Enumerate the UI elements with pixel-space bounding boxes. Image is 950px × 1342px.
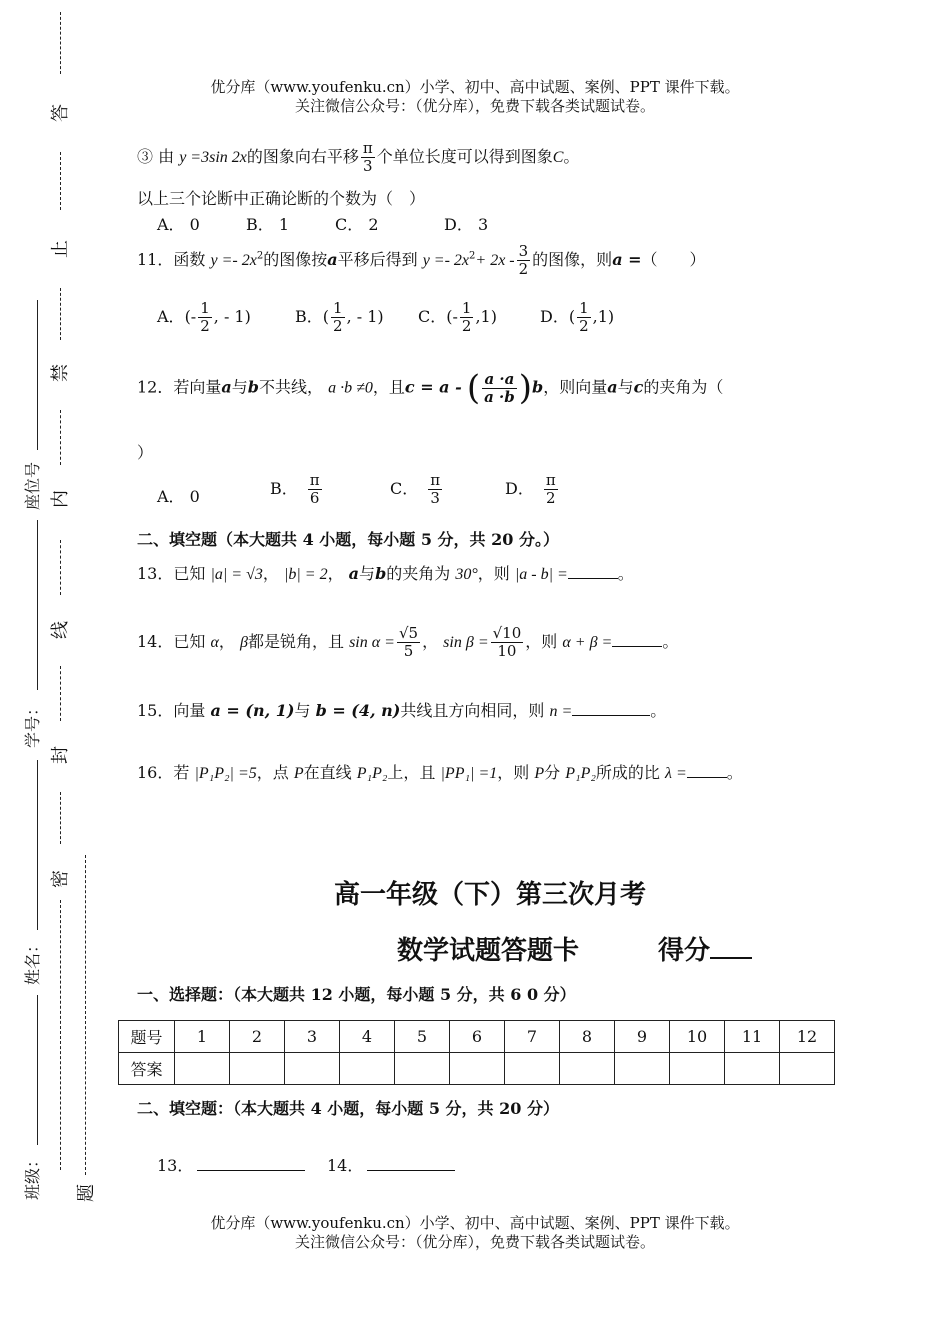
question-number: 4 [340,1021,395,1053]
question-number: 3 [285,1021,340,1053]
q11-option-b: B．( $\frac{1}{2}$ , - 1) [295,299,384,335]
card-title: 高一年级（下）第三次月考 [333,880,646,910]
binding-dash [60,666,61,721]
card-subtitle: 数学试题答题卡 [397,936,580,966]
table-row [119,1021,835,1053]
table-header-cell: 题号 [119,1021,175,1053]
answer-cell[interactable] [450,1053,505,1085]
question-number: 11 [725,1021,780,1053]
q16: 16．若 |P₁P₂| =5，点 P在直线 P₁P₂上，且 |PP₁| =1，则 P分 P₁P₂所成的比 λ = 。 [137,763,743,782]
binding-dash [60,900,61,1170]
q12-close: ） [137,443,154,462]
answer-cell[interactable] [285,1053,340,1085]
class-label: 班级： [23,1151,42,1200]
card-score: 得分 [658,930,752,967]
q12-option-b: B． $\frac{\pi}{6}$ [270,471,320,507]
binding-dash [60,288,61,340]
answer-table [118,1020,835,1085]
header-line-2: 关注微信公众号：（优分库），免费下载各类试题试卷。 [294,97,655,115]
answer-cell[interactable] [340,1053,395,1085]
q12-stem: 12．若向量a与b不共线， a ·b ≠0，且c = a - ( $\frac{a \cdot a}{a \cdot b}$ )b，则向量a与c的夹角为（ [137,368,724,408]
q10-option-c: C． 2 [335,215,379,234]
q12-option-d: D． $\frac{\pi}{2}$ [505,471,556,507]
answer-cell[interactable] [725,1053,780,1085]
answer-cell[interactable] [780,1053,835,1085]
student-no-label: 学号： [23,699,42,748]
footer-line-2: 关注微信公众号：（优分库），免费下载各类试题试卷。 [294,1233,655,1251]
binding-char: 密 [50,870,71,888]
q10-option-a: A． 0 [157,215,200,234]
q10-stem: 以上三个论断中正确论断的个数为（ ） [137,189,426,208]
answer-cell[interactable] [505,1053,560,1085]
footer-line-1: 优分库（www.youfenku.cn）小学、初中、高中试题、案例、PPT 课件下载。 [210,1214,740,1232]
question-number: 10 [670,1021,725,1053]
question-number: 7 [505,1021,560,1053]
section-2-heading: 二、填空题（本大题共 4 小题，每小题 5 分，共 20 分。） [137,530,559,549]
table-header-cell: 答案 [119,1053,175,1085]
card-q13-answer[interactable]: 13． [157,1153,305,1176]
question-number: 1 [175,1021,230,1053]
binding-dash [60,540,61,595]
card-section-1: 一、选择题：（本大题共 12 小题，每小题 5 分，共 6 0 分） [137,985,576,1004]
binding-char: 止 [50,240,71,258]
binding-char: 答 [50,104,71,122]
answer-cell[interactable] [670,1053,725,1085]
name-label: 姓名： [23,936,42,985]
q15: 15．向量 a = (n, 1)与 b = (4, n)共线且方向相同，则 n = 。 [137,701,667,720]
binding-dash [60,410,61,465]
question-number: 8 [560,1021,615,1053]
card-section-2: 二、填空题：（本大题共 4 小题，每小题 5 分，共 20 分） [137,1099,559,1118]
binding-char: 题 [76,1184,97,1202]
answer-cell[interactable] [175,1053,230,1085]
header-line-1: 优分库（www.youfenku.cn）小学、初中、高中试题、案例、PPT 课件下载。 [210,78,740,96]
q11-stem: 11．函数 $y =- 2x^2$的图像按a平移后得到 $y =- 2x^2+ 2x$ - $\frac{3}{2}$ 的图像，则a =（ ） [137,242,706,278]
q11-option-a: A．(- $\frac{1}{2}$ , - 1) [157,299,251,335]
binding-char: 内 [50,490,71,508]
q10-option-d: D． 3 [444,215,489,234]
seat-label: 座位号 [23,461,42,510]
answer-cell[interactable] [560,1053,615,1085]
student-no-line [37,520,38,690]
binding-dash [60,12,61,74]
class-line [37,995,38,1145]
question-number: 12 [780,1021,835,1053]
q13: 13．已知 |a| = √3， |b| = 2， a与b的夹角为 30°，则 |a - b| = 。 [137,564,634,583]
table-row [119,1053,835,1085]
binding-dash [60,152,61,210]
binding-char: 禁 [50,364,71,382]
answer-cell[interactable] [230,1053,285,1085]
q11-option-d: D．( $\frac{1}{2}$ ,1) [540,299,615,335]
question-number: 5 [395,1021,450,1053]
binding-char: 线 [50,621,71,639]
seat-line [37,300,38,450]
q12-option-c: C． $\frac{\pi}{3}$ [390,471,441,507]
question-number: 2 [230,1021,285,1053]
binding-char: 封 [50,746,71,764]
q10-item3: ③ 由 y =3sin 2x的图象向右平移 $\frac{\pi}{3}$ 个单位长度可以得到图象C。 [137,139,580,175]
card-q14-answer[interactable]: 14． [327,1153,455,1176]
question-number: 9 [615,1021,670,1053]
q10-option-b: B． 1 [246,215,290,234]
q14: 14．已知 α， β都是锐角，且 sin α = $\frac{√5}{5}$ ， sin β = $\frac{√10}{10}$ ，则 α + β = 。 [137,624,679,660]
answer-cell[interactable] [615,1053,670,1085]
answer-cell[interactable] [395,1053,450,1085]
binding-dash [60,792,61,844]
q11-option-c: C．(- $\frac{1}{2}$ ,1) [418,299,497,335]
question-number: 6 [450,1021,505,1053]
q12-option-a: A． 0 [157,487,200,506]
